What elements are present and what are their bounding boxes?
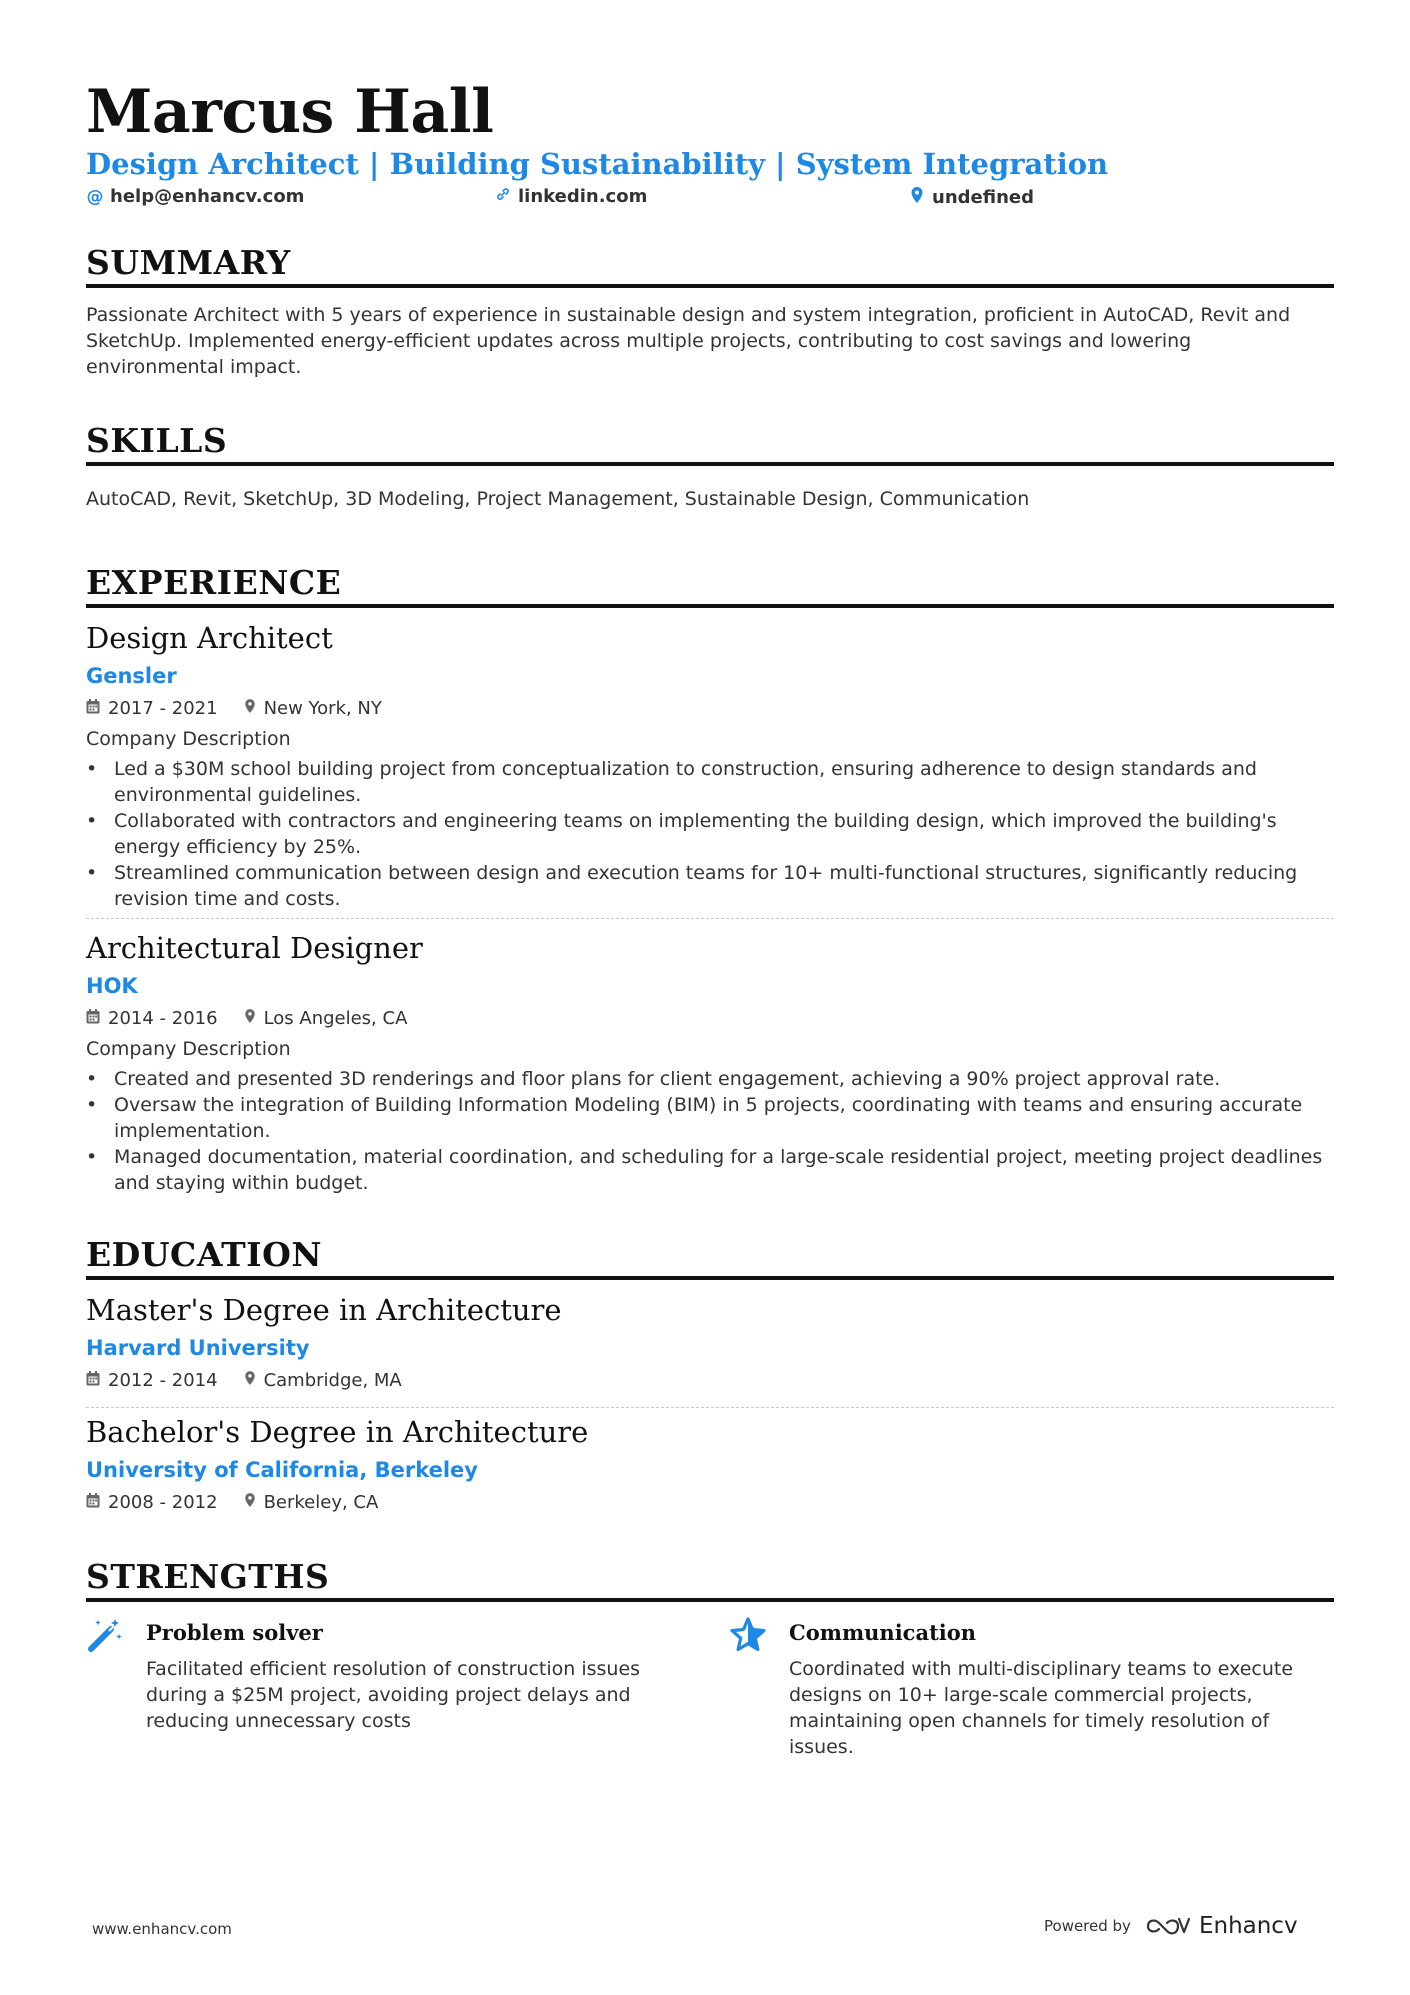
education-dates: 2008 - 2012	[108, 1492, 218, 1513]
job-company: Gensler	[86, 664, 177, 688]
calendar-icon	[86, 697, 100, 721]
education-dates: 2012 - 2014	[108, 1370, 218, 1391]
location-icon	[244, 1369, 256, 1393]
job-bullets	[86, 1066, 1334, 1196]
skills-text: AutoCAD, Revit, SketchUp, 3D Modeling, Project Management, Sustainable Design, Communication	[86, 488, 1030, 510]
footer-branding	[1044, 1913, 1298, 1939]
contact-location	[908, 186, 1034, 209]
footer-website[interactable]: www.enhancv.com	[92, 1920, 232, 1938]
education-meta	[86, 1369, 402, 1393]
job-dates: 2017 - 2021	[108, 698, 218, 719]
skills-section-header	[86, 420, 1334, 466]
magic-wand-icon	[86, 1616, 124, 1654]
candidate-title: Design Architect | Building Sustainability | System Integration	[86, 147, 1109, 181]
education-meta	[86, 1491, 378, 1515]
strengths-heading: STRENGTHS	[86, 1557, 330, 1596]
at-icon: @	[86, 186, 104, 207]
education-divider	[86, 1407, 1334, 1408]
school-name: University of California, Berkeley	[86, 1458, 478, 1482]
powered-by-label: Powered by	[1044, 1917, 1131, 1935]
experience-section-header	[86, 562, 1334, 608]
location-icon	[908, 186, 926, 209]
job-bullet: • Streamlined communication between design and execution teams for 10+ multi-functional structures, significantly reducing revision time and costs.	[86, 860, 1334, 912]
strength-text: Facilitated efficient resolution of construction issues during a $25M project, avoiding project delays and reducing unnecessary costs	[146, 1658, 641, 1732]
degree-title: Master's Degree in Architecture	[86, 1293, 562, 1327]
star-icon	[729, 1616, 767, 1654]
contact-email[interactable]	[86, 186, 304, 207]
education-location: Berkeley, CA	[263, 1492, 379, 1513]
school-name: Harvard University	[86, 1336, 310, 1360]
job-company: HOK	[86, 974, 138, 998]
contact-linkedin-text: linkedin.com	[518, 186, 648, 207]
contact-bar	[86, 186, 1334, 210]
education-section-header	[86, 1234, 1334, 1280]
contact-linkedin[interactable]	[494, 186, 647, 207]
skills-heading: SKILLS	[86, 421, 228, 460]
job-description: Company Description	[86, 1038, 291, 1060]
location-icon	[244, 1007, 256, 1031]
calendar-icon	[86, 1369, 100, 1393]
contact-email-text: help@enhancv.com	[110, 186, 305, 207]
experience-heading: EXPERIENCE	[86, 563, 342, 602]
link-icon	[494, 186, 512, 207]
job-meta	[86, 1007, 407, 1031]
job-bullet: • Created and presented 3D renderings and floor plans for client engagement, achieving a 90% project approval rate.	[86, 1066, 1334, 1092]
summary-section-header	[86, 242, 1334, 288]
strength-title: Communication	[789, 1620, 977, 1645]
contact-location-text: undefined	[932, 187, 1034, 208]
education-heading: EDUCATION	[86, 1235, 323, 1274]
job-title: Design Architect	[86, 621, 333, 655]
degree-title: Bachelor's Degree in Architecture	[86, 1415, 589, 1449]
strengths-section-header	[86, 1556, 1334, 1602]
location-icon	[244, 697, 256, 721]
summary-text: Passionate Architect with 5 years of experience in sustainable design and system integration, proficient in AutoCAD, Revit and SketchUp. Implemented energy-efficient updates across multiple projects, contributing to cost savings and lowering environmental impact.	[86, 304, 1291, 378]
job-title: Architectural Designer	[86, 931, 423, 965]
candidate-name: Marcus Hall	[86, 77, 494, 147]
calendar-icon	[86, 1491, 100, 1515]
job-bullet: • Oversaw the integration of Building Information Modeling (BIM) in 5 projects, coordinating with teams and ensuring accurate implementation.	[86, 1092, 1334, 1144]
calendar-icon	[86, 1007, 100, 1031]
location-icon	[244, 1491, 256, 1515]
strength-title: Problem solver	[146, 1620, 323, 1645]
enhancv-logo[interactable]	[1145, 1913, 1298, 1939]
enhancv-logo-icon	[1145, 1914, 1191, 1938]
education-location: Cambridge, MA	[263, 1370, 402, 1391]
strength-text: Coordinated with multi-disciplinary teams to execute designs on 10+ large-scale commercial projects, maintaining open channels for timely resolution of issues.	[789, 1658, 1294, 1758]
enhancv-brand-text: Enhancv	[1198, 1913, 1298, 1939]
job-bullet: • Collaborated with contractors and engineering teams on implementing the building design, which improved the building's energy efficiency by 25%.	[86, 808, 1334, 860]
job-description: Company Description	[86, 728, 291, 750]
job-location: Los Angeles, CA	[263, 1008, 408, 1029]
job-divider	[86, 918, 1334, 919]
job-meta	[86, 697, 382, 721]
summary-heading: SUMMARY	[86, 243, 291, 282]
job-dates: 2014 - 2016	[108, 1008, 218, 1029]
job-bullet: • Managed documentation, material coordination, and scheduling for a large-scale residential project, meeting project deadlines and staying within budget.	[86, 1144, 1334, 1196]
job-bullet: • Led a $30M school building project from conceptualization to construction, ensuring adherence to design standards and environmental guidelines.	[86, 756, 1334, 808]
job-bullets	[86, 756, 1334, 912]
job-location: New York, NY	[263, 698, 382, 719]
